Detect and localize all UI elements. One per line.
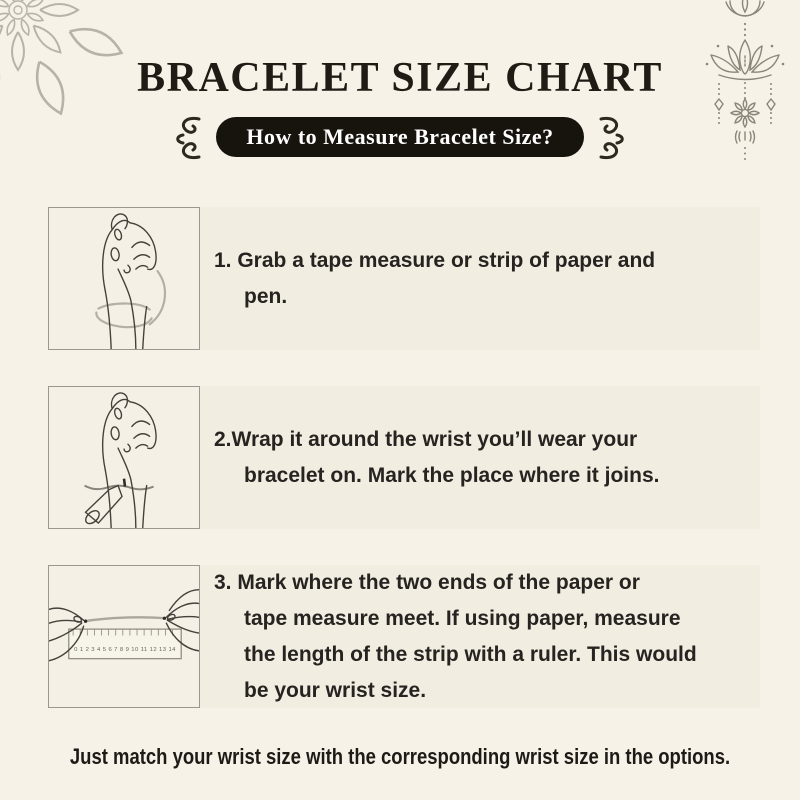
fist-tape-measure-icon xyxy=(49,208,199,349)
step-row-1 xyxy=(48,207,760,350)
step3-line4: be your wrist size. xyxy=(244,678,427,702)
fist-pen-marking-icon xyxy=(49,387,199,528)
ruler-numbers: 0 1 2 3 4 5 6 7 8 9 10 11 12 13 14 xyxy=(74,646,176,653)
step3-line2: tape measure meet. If using paper, measure xyxy=(244,606,681,630)
step3-text xyxy=(214,565,697,709)
step2-line1: 2.Wrap it around the wrist you’ll wear your xyxy=(214,427,638,451)
step1-line1: 1. Grab a tape measure or strip of paper and xyxy=(214,248,656,272)
step-row-3 xyxy=(48,565,760,708)
step-row-2 xyxy=(48,386,760,529)
step1-illustration-box xyxy=(48,207,200,350)
step3-line3: the length of the strip with a ruler. This would xyxy=(244,642,697,666)
step3-line1: 3. Mark where the two ends of the paper or xyxy=(214,570,640,594)
flourish-right-icon xyxy=(595,113,629,161)
footer xyxy=(0,744,800,770)
footer-note: Just match your wrist size with the corresponding wrist size in the options. xyxy=(69,744,731,769)
badge-how-to-measure: How to Measure Bracelet Size? xyxy=(216,117,583,157)
step1-line2: pen. xyxy=(244,284,288,308)
step2-line2: bracelet on. Mark the place where it joins. xyxy=(244,463,660,487)
step1-text xyxy=(214,243,655,315)
steps-section xyxy=(48,207,760,708)
ruler-measuring-icon xyxy=(49,566,199,707)
step3-illustration-box xyxy=(48,565,200,708)
header xyxy=(0,0,800,102)
page-title: BRACELET SIZE CHART xyxy=(137,55,663,101)
step2-text xyxy=(214,422,659,494)
step2-illustration-box xyxy=(48,386,200,529)
badge-row xyxy=(0,113,800,161)
flourish-left-icon xyxy=(171,113,205,161)
